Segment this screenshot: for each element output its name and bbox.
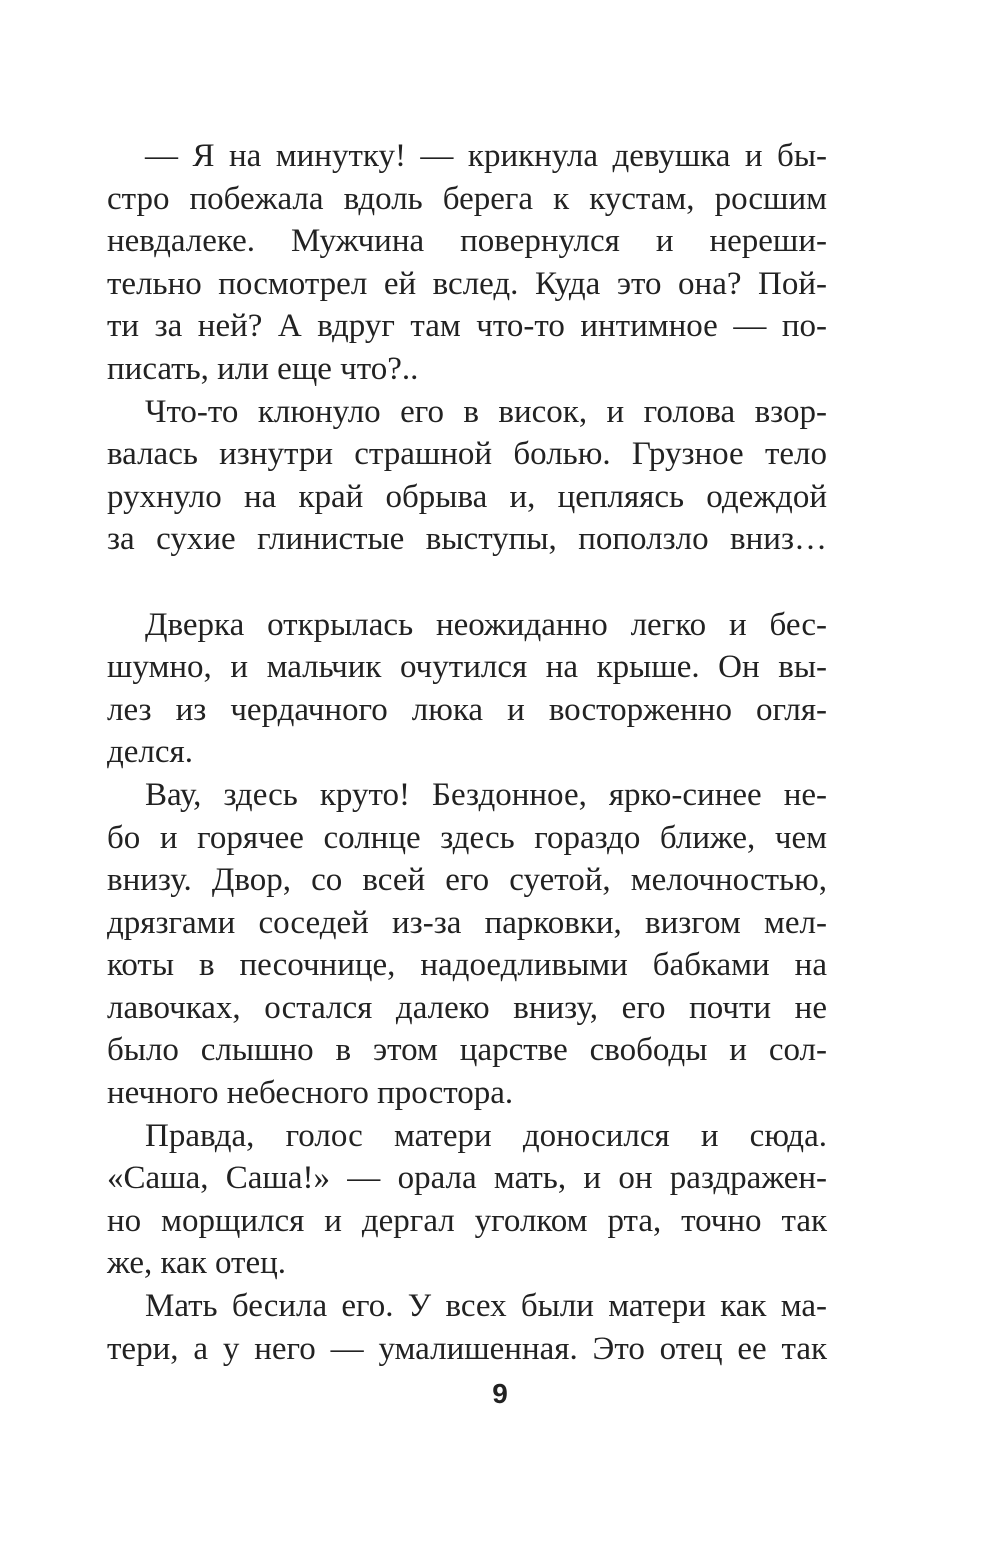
text-line: было слышно в этом царстве свободы и сол- [107, 1032, 827, 1069]
text-line: лез из чердачного люка и восторженно огля- [107, 691, 827, 728]
text-line: тельно посмотрел ей вслед. Куда это она? Пой- [107, 265, 827, 302]
page-text [107, 135, 827, 1370]
text-line: валась изнутри страшной болью. Грузное тело [107, 436, 827, 473]
text-line: но морщился и дергал уголком рта, точно так [107, 1202, 827, 1239]
paragraph-5 [107, 1115, 827, 1285]
text-line: Правда, голос матери доносился и сюда. [145, 1117, 827, 1154]
page-number: 9 [492, 1378, 508, 1409]
paragraph-4 [107, 774, 827, 1115]
text-line: Мать бесила его. У всех были матери как ма- [145, 1288, 827, 1325]
text-line: бо и горячее солнце здесь гораздо ближе, чем [107, 819, 827, 856]
paragraph-6 [107, 1285, 827, 1370]
section-break [107, 561, 827, 604]
paragraph-1 [107, 135, 827, 391]
text-line: нечного небесного простора. [107, 1075, 514, 1112]
text-line: невдалеке. Мужчина повернулся и нереши- [107, 223, 827, 260]
text-line: дрязгами соседей из-за парковки, визгом мел- [107, 904, 827, 941]
text-line: «Саша, Саша!» — орала мать, и он раздражен- [107, 1160, 827, 1197]
text-line: за сухие глинистые выступы, поползло вниз… [107, 521, 827, 558]
text-line: рухнуло на край обрыва и, цепляясь одеждой [107, 478, 827, 515]
text-line: делся. [107, 734, 193, 771]
text-line: Дверка открылась неожиданно легко и бес- [145, 606, 827, 643]
paragraph-2 [107, 391, 827, 561]
text-line: коты в песочнице, надоедливыми бабками на [107, 947, 827, 984]
text-line: Что-то клюнуло его в висок, и голова взор- [145, 393, 827, 430]
text-line: ти за ней? А вдруг там что-то интимное — по- [107, 308, 827, 345]
text-line: шумно, и мальчик очутился на крыше. Он вы- [107, 649, 827, 686]
text-line: же, как отец. [107, 1245, 287, 1282]
text-line: Вау, здесь круто! Бездонное, ярко-синее не- [145, 776, 827, 813]
paragraph-3 [107, 604, 827, 774]
text-line: лавочках, остался далеко внизу, его почти не [107, 989, 827, 1026]
text-line: стро побежала вдоль берега к кустам, росшим [107, 180, 827, 217]
text-line: тери, а у него — умалишенная. Это отец ее так [107, 1330, 827, 1367]
text-line: внизу. Двор, со всей его суетой, мелочностью, [107, 862, 827, 899]
text-line: — Я на минутку! — крикнула девушка и бы- [145, 138, 827, 174]
text-line: писать, или еще что?.. [107, 350, 419, 387]
